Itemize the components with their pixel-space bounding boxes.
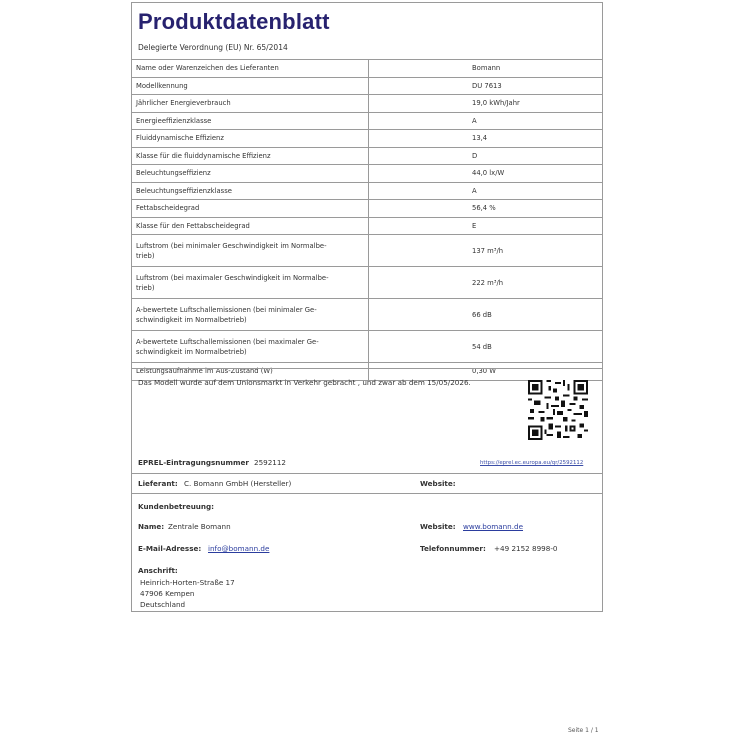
- spec-value: 54 dB: [369, 331, 603, 363]
- spec-value: 56,4 %: [369, 200, 603, 218]
- spec-label-text: trieb): [136, 283, 155, 292]
- table-row: [132, 165, 602, 183]
- table-row: [132, 217, 602, 235]
- market-placement-text: Das Modell wurde auf dem Unionsmarkt in Verkehr gebracht , und zwar ab dem 15/05/2026.: [138, 378, 471, 387]
- table-row: [132, 112, 602, 130]
- spec-label: [132, 77, 369, 95]
- supplier-website-label: Website:: [420, 479, 456, 488]
- spec-label: [132, 331, 369, 363]
- page-number: Seite 1 / 1: [568, 727, 599, 734]
- phone-label: Telefonnummer:: [420, 544, 486, 553]
- table-row: [132, 235, 602, 267]
- spec-label-text: Beleuchtungseffizienzklasse: [136, 186, 232, 195]
- spec-value: D: [369, 147, 603, 165]
- spec-value: E: [369, 217, 603, 235]
- spec-value: Bomann: [369, 60, 603, 78]
- spec-label: [132, 130, 369, 148]
- spec-table: [132, 59, 602, 380]
- spec-value: 222 m³/h: [369, 267, 603, 299]
- spec-label-text: Fluiddynamische Effizienz: [136, 134, 224, 143]
- spec-label-text: Leistungsaufnahme im Aus-Zustand (W): [136, 367, 273, 376]
- spec-label: [132, 112, 369, 130]
- spec-label: [132, 60, 369, 78]
- supplier-value: C. Bomann GmbH (Hersteller): [184, 479, 292, 488]
- supplier-info-box: [131, 368, 603, 612]
- spec-label: [132, 165, 369, 183]
- supplier-label: Lieferant:: [138, 479, 178, 488]
- address-line: Heinrich-Horten-Straße 17: [140, 578, 235, 587]
- email-link[interactable]: info@bomann.de: [208, 544, 270, 553]
- spec-label-text: schwindigkeit im Normalbetrieb): [136, 315, 247, 324]
- table-row: [132, 182, 602, 200]
- email-label: E-Mail-Adresse:: [138, 544, 202, 553]
- spec-label-text: Modellkennung: [136, 81, 188, 90]
- spec-label: [132, 235, 369, 267]
- spec-label-text: Beleuchtungseffizienz: [136, 169, 211, 178]
- customer-service-label: Kundenbetreuung:: [138, 502, 215, 511]
- service-website-label: Website:: [420, 522, 456, 531]
- spec-label-text: Jährlicher Energieverbrauch: [136, 99, 231, 108]
- spec-value: 44,0 lx/W: [369, 165, 603, 183]
- table-row: [132, 267, 602, 299]
- spec-value: A: [369, 182, 603, 200]
- sheet-header: [132, 3, 602, 59]
- eprel-label: EPREL-Eintragungsnummer: [138, 458, 249, 467]
- table-row: [132, 77, 602, 95]
- spec-value: 0,30 W: [369, 363, 603, 380]
- table-row: [132, 147, 602, 165]
- eprel-number: 2592112: [254, 458, 287, 467]
- spec-value: A: [369, 112, 603, 130]
- product-data-sheet: [131, 2, 603, 381]
- address-line: Deutschland: [140, 600, 186, 609]
- spec-label: [132, 299, 369, 331]
- eprel-link[interactable]: https://eprel.ec.europa.eu/qr/2592112: [480, 460, 584, 466]
- spec-label: [132, 267, 369, 299]
- qr-code-icon[interactable]: [528, 380, 588, 440]
- spec-label-text: Klasse für den Fettabscheidegrad: [136, 221, 250, 230]
- address-label: Anschrift:: [138, 566, 178, 575]
- table-row: [132, 130, 602, 148]
- spec-value: DU 7613: [369, 77, 603, 95]
- spec-label: [132, 182, 369, 200]
- service-website-link[interactable]: www.bomann.de: [463, 522, 524, 531]
- spec-label-text: Fettabscheidegrad: [136, 204, 200, 213]
- spec-label-text: Klasse für die fluiddynamische Effizienz: [136, 151, 271, 160]
- table-row: [132, 95, 602, 113]
- spec-value: 66 dB: [369, 299, 603, 331]
- page-title: Produktdatenblatt: [138, 9, 330, 34]
- phone-value: +49 2152 8998-0: [494, 544, 558, 553]
- spec-value: 13,4: [369, 130, 603, 148]
- spec-label: [132, 147, 369, 165]
- table-row: [132, 331, 602, 363]
- spec-label-text: A-bewertete Luftschallemissionen (bei maximaler Ge-: [136, 337, 319, 346]
- regulation-reference: Delegierte Verordnung (EU) Nr. 65/2014: [138, 43, 288, 52]
- spec-label: [132, 217, 369, 235]
- spec-label-text: schwindigkeit im Normalbetrieb): [136, 347, 247, 356]
- table-row: [132, 299, 602, 331]
- spec-label-text: Energieeffizienzklasse: [136, 116, 212, 125]
- spec-label: [132, 95, 369, 113]
- spec-label-text: Luftstrom (bei minimaler Geschwindigkeit im Normalbe-: [136, 241, 327, 250]
- divider: [132, 473, 602, 474]
- spec-label: [132, 200, 369, 218]
- service-name-label: Name:: [138, 522, 165, 531]
- divider: [132, 493, 602, 494]
- spec-value: 137 m³/h: [369, 235, 603, 267]
- service-name-value: Zentrale Bomann: [168, 522, 231, 531]
- spec-label-text: Luftstrom (bei maximaler Geschwindigkeit im Normalbe-: [136, 273, 329, 282]
- spec-value: 19,0 kWh/Jahr: [369, 95, 603, 113]
- table-row: [132, 60, 602, 78]
- spec-label-text: trieb): [136, 251, 155, 260]
- spec-label-text: Name oder Warenzeichen des Lieferanten: [136, 64, 279, 73]
- spec-label-text: A-bewertete Luftschallemissionen (bei minimaler Ge-: [136, 305, 317, 314]
- address-line: 47906 Kempen: [140, 589, 195, 598]
- table-row: [132, 200, 602, 218]
